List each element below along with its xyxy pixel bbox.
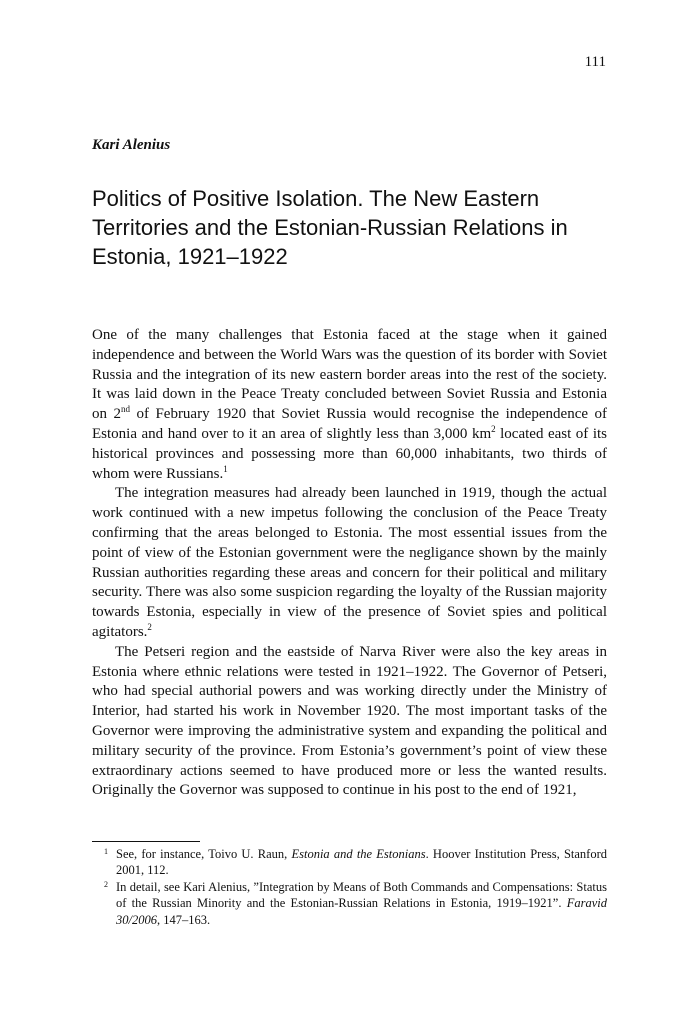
- paragraph-3: [92, 643, 607, 801]
- footnote-italic-title: Faravid 30/2006: [116, 896, 607, 927]
- footnote-italic-title: Estonia and the Estonians: [291, 847, 426, 861]
- article-title: Politics of Positive Isolation. The New Eastern Territories and the Estonian-Russian Relations in Estonia, 1921–1922: [92, 186, 568, 269]
- ordinal-superscript: nd: [120, 404, 130, 415]
- footnote-number: 2: [104, 879, 108, 889]
- footnote-text: See, for instance, Toivo U. Raun,: [116, 847, 292, 861]
- footnote-text: , 147–163.: [156, 912, 211, 927]
- paragraph-1-part-a: One of the many challenges that Estonia faced at the stage when it gained independence and between the World Wars was the question of its border with Soviet Russia and the integration of its new eastern border areas into the rest of the society. It was laid down in the Peace Treaty concluded between Soviet Russia and Estonia on 2: [92, 327, 607, 423]
- footnote-ref-2[interactable]: 2: [147, 621, 152, 632]
- paragraph-1-part-c: located east of its historical provinces and possessing more than 60,000 inhabitants, two thirds of whom were Russians.: [92, 425, 607, 482]
- footnotes: [92, 846, 607, 928]
- square-superscript: 2: [491, 423, 496, 434]
- page-number: 111: [584, 54, 606, 70]
- footnote-divider: [92, 841, 200, 842]
- footnote-1: [92, 846, 607, 879]
- paragraph-1: [92, 326, 607, 484]
- paragraph-3-text: The Petseri region and the eastside of Narva River were also the key areas in Estonia where ethnic relations were tested in 1921–1922. The Governor of Petseri, who had special authorial powers and was working directly under the Ministry of Interior, had started his work in November 1920. The most important tasks of the Governor were improving the administrative system and expanding the political and military security of the province. From Estonia’s government’s point of view these extraordinary actions seemed to have produced more or less the wanted results. Originally the Governor was supposed to continue in his post to the end of 1921,: [92, 643, 607, 799]
- footnote-text: . Hoover Institution Press, Stanford 2001, 112.: [116, 847, 607, 878]
- paragraph-1-part-b: of February 1920 that Soviet Russia would recognise the independence of Estonia and hand over to it an area of slightly less than 3,000 km: [92, 406, 607, 442]
- footnote-2: [92, 879, 607, 928]
- paragraph-2-text: The integration measures had already been launched in 1919, though the actual work continued with a new impetus following the conclusion of the Peace Treaty confirming that the areas belonged to Estonia. The most essential issues from the point of view of the Estonian government were the negligance shown by the mainly Russian authorities regarding these areas and concern for their political and military security. There was also some suspicion regarding the loyalty of the Russian majority towards Estonia, especially in view of the presence of Soviet spies and political agitators.: [92, 485, 607, 640]
- footnote-ref-1[interactable]: 1: [223, 463, 228, 474]
- paragraph-2: [92, 484, 607, 642]
- footnote-text: In detail, see Kari Alenius, ”Integration by Means of Both Commands and Compensations: Status of the Russian Minority and the Estonian-Russian Relations in Estonia, 1919–1921”.: [116, 879, 607, 911]
- footnote-number: 1: [104, 847, 108, 856]
- author-name: Kari Alenius: [92, 137, 171, 153]
- article-body: [92, 326, 607, 801]
